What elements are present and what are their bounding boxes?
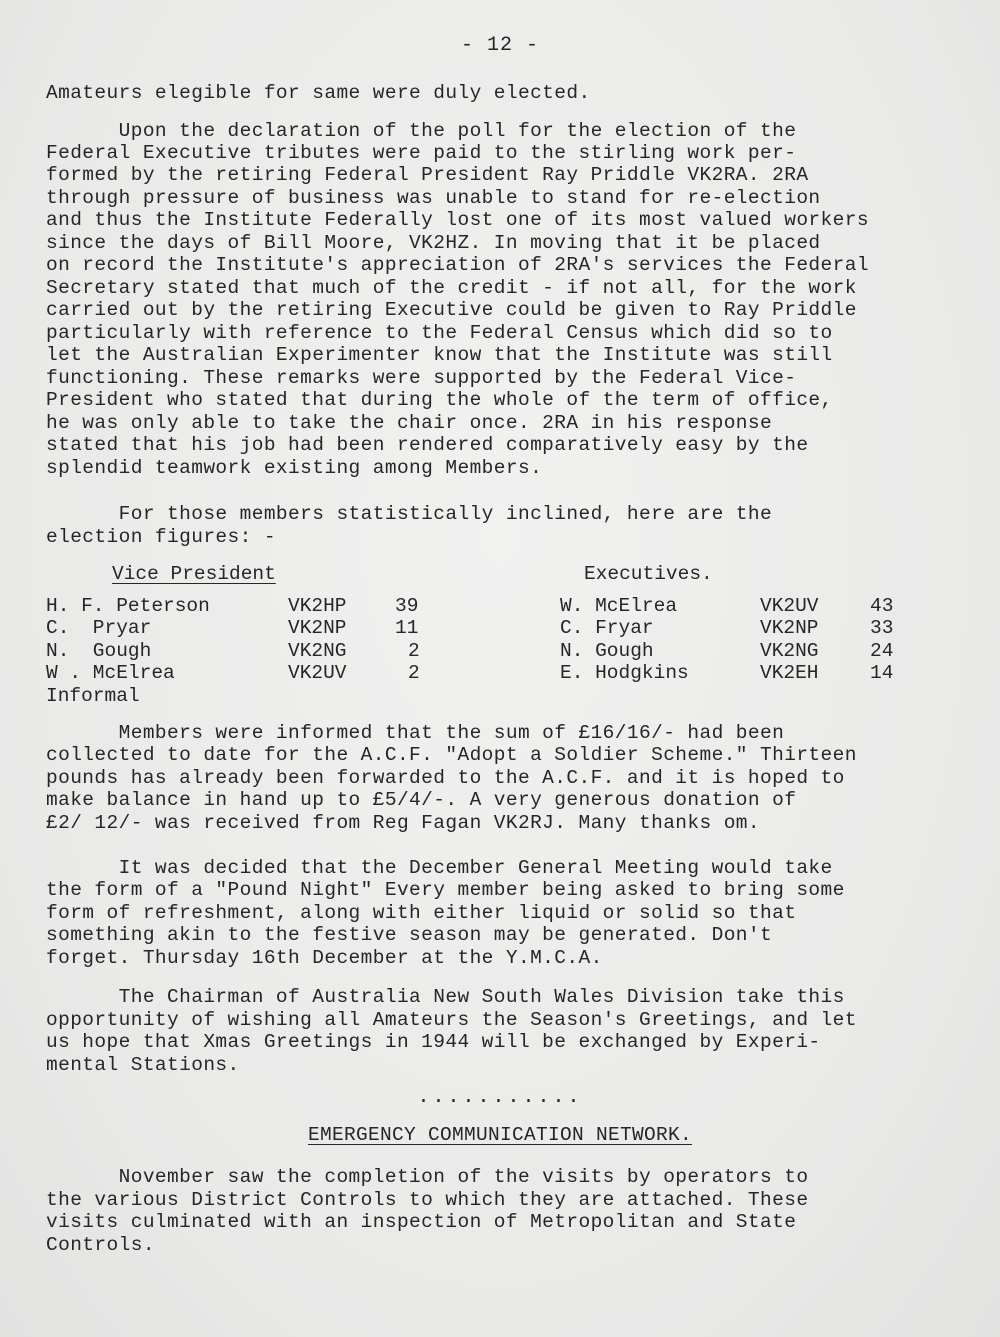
text-line: formed by the retiring Federal President Ray Priddle VK2RA. 2RA: [46, 164, 809, 186]
section-separator: ...........: [417, 1086, 583, 1109]
intro-line: Amateurs elegible for same were duly elected.: [46, 82, 591, 104]
text-line: The Chairman of Australia New South Wales Division take this: [46, 986, 845, 1008]
text-line: President who stated that during the whole of the term of office,: [46, 389, 833, 411]
text-line: opportunity of wishing all Amateurs the Season's Greetings, and let: [46, 1009, 857, 1031]
exec-candidate-callsign: VK2UV: [760, 595, 819, 617]
text-line: splendid teamwork existing among Members.: [46, 457, 543, 479]
text-line: make balance in hand up to £5/4/-. A very generous donation of: [46, 789, 797, 811]
text-line: particularly with reference to the Federal Census which did so to: [46, 322, 833, 344]
vp-candidate-callsign: VK2NG: [288, 640, 347, 662]
vp-candidate-votes: 2: [408, 662, 420, 684]
text-line: something akin to the festive season may be generated. Don't: [46, 924, 773, 946]
text-line: £2/ 12/- was received from Reg Fagan VK2RJ. Many thanks om.: [46, 812, 761, 834]
vp-candidate-votes: 11: [395, 617, 419, 639]
exec-candidate-name: N. Gough: [560, 640, 654, 662]
informal-label: Informal: [46, 685, 140, 707]
text-line: visits culminated with an inspection of Metropolitan and State: [46, 1211, 797, 1233]
vp-candidate-name: N. Gough: [46, 640, 152, 662]
text-line: Secretary stated that much of the credit - if not all, for the work: [46, 277, 857, 299]
text-line: Upon the declaration of the poll for the election of the: [46, 120, 797, 142]
text-line: forget. Thursday 16th December at the Y.M.C.A.: [46, 947, 603, 969]
vp-candidate-callsign: VK2NP: [288, 617, 347, 639]
exec-candidate-name: C. Fryar: [560, 617, 654, 639]
exec-candidate-name: E. Hodgkins: [560, 662, 689, 684]
text-line: the various District Controls to which they are attached. These: [46, 1189, 809, 1211]
text-line: let the Australian Experimenter know that the Institute was still: [46, 344, 833, 366]
text-line: It was decided that the December General Meeting would take: [46, 857, 833, 879]
vp-candidate-callsign: VK2UV: [288, 662, 347, 684]
vp-candidate-votes: 2: [408, 640, 420, 662]
vp-candidate-name: H. F. Peterson: [46, 595, 210, 617]
text-line: the form of a "Pound Night" Every member being asked to bring some: [46, 879, 845, 901]
text-line: Federal Executive tributes were paid to the stirling work per-: [46, 142, 797, 164]
text-line: form of refreshment, along with either liquid or solid so that: [46, 902, 797, 924]
text-line: election figures: -: [46, 526, 276, 548]
exec-candidate-callsign: VK2NG: [760, 640, 819, 662]
text-line: he was only able to take the chair once. 2RA in his response: [46, 412, 773, 434]
text-line: pounds has already been forwarded to the A.C.F. and it is hoped to: [46, 767, 845, 789]
executives-heading: Executives.: [584, 563, 713, 585]
text-line: Controls.: [46, 1234, 155, 1256]
exec-candidate-votes: 24: [870, 640, 894, 662]
vp-candidate-callsign: VK2HP: [288, 595, 347, 617]
exec-candidate-votes: 43: [870, 595, 894, 617]
text-line: mental Stations.: [46, 1054, 240, 1076]
exec-candidate-votes: 33: [870, 617, 894, 639]
text-line: Members were informed that the sum of £16/16/- had been: [46, 722, 785, 744]
exec-candidate-name: W. McElrea: [560, 595, 678, 617]
text-line: us hope that Xmas Greetings in 1944 will be exchanged by Experi-: [46, 1031, 821, 1053]
vp-candidate-votes: 39: [395, 595, 419, 617]
text-line: collected to date for the A.C.F. "Adopt a Soldier Scheme." Thirteen: [46, 744, 857, 766]
text-line: For those members statistically inclined, here are the: [46, 503, 773, 525]
text-line: functioning. These remarks were supported by the Federal Vice-: [46, 367, 797, 389]
text-line: carried out by the retiring Executive could be given to Ray Priddle: [46, 299, 857, 321]
text-line: through pressure of business was unable to stand for re-election: [46, 187, 821, 209]
text-line: November saw the completion of the visits by operators to: [46, 1166, 809, 1188]
text-line: and thus the Institute Federally lost one of its most valued workers: [46, 209, 869, 231]
page-number: - 12 -: [460, 34, 539, 57]
text-line: on record the Institute's appreciation of 2RA's services the Federal: [46, 254, 869, 276]
section-heading: EMERGENCY COMMUNICATION NETWORK.: [307, 1124, 693, 1146]
vice-president-heading: Vice President: [112, 563, 276, 585]
exec-candidate-votes: 14: [870, 662, 894, 684]
vp-candidate-name: W . McElrea: [46, 662, 175, 684]
exec-candidate-callsign: VK2NP: [760, 617, 819, 639]
text-line: since the days of Bill Moore, VK2HZ. In moving that it be placed: [46, 232, 821, 254]
exec-candidate-callsign: VK2EH: [760, 662, 819, 684]
vp-candidate-name: C. Pryar: [46, 617, 152, 639]
text-line: stated that his job had been rendered comparatively easy by the: [46, 434, 809, 456]
